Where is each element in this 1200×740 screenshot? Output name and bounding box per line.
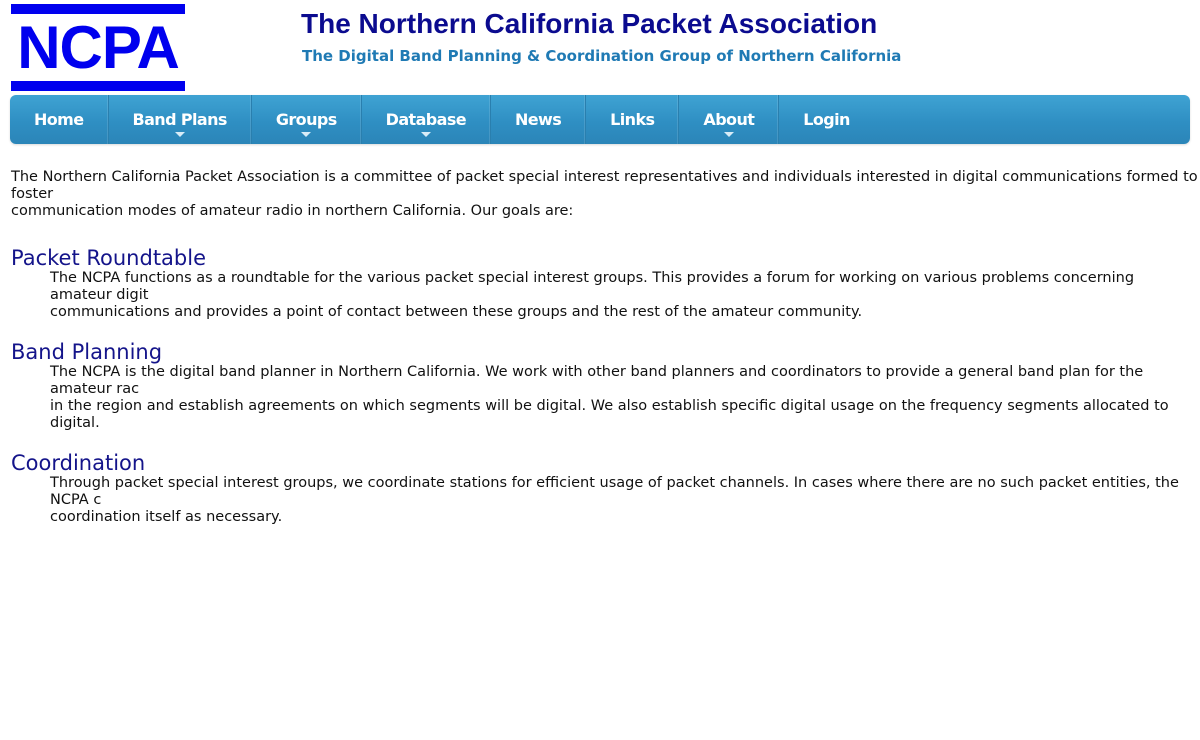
spacer	[11, 321, 1200, 340]
main-navigation	[10, 95, 1190, 144]
site-subtitle: The Digital Band Planning & Coordination Group of Northern California	[302, 47, 902, 65]
logo-top-bar	[11, 4, 185, 14]
section-heading-packet-roundtable: Packet Roundtable	[11, 246, 207, 270]
nav-item-label: Band Plans	[132, 110, 227, 129]
dropdown-caret-icon	[175, 132, 185, 137]
nav-item-groups[interactable]	[252, 95, 362, 144]
nav-item-label: Links	[610, 110, 655, 129]
nav-item-label: News	[515, 110, 562, 129]
logo-text: NCPA	[17, 14, 179, 81]
intro-paragraph: The Northern California Packet Association is a committee of packet special interest representatives and individuals interested in digital communications formed to foster communication modes of amateur radio in northern California. Our goals are:	[11, 169, 1198, 219]
section-heading-band-planning: Band Planning	[11, 340, 163, 364]
logo-bottom-bar	[11, 81, 185, 91]
nav-item-label: Database	[385, 110, 467, 129]
nav-item-database[interactable]	[362, 95, 491, 144]
nav-item-label: Home	[34, 110, 84, 129]
spacer	[11, 432, 1200, 451]
section-heading-coordination: Coordination	[11, 451, 146, 475]
nav-item-label: Groups	[275, 110, 337, 129]
section-body-band-planning: The NCPA is the digital band planner in Northern California. We work with other band planners and coordinators to provide a general band plan for the amateur rac in the region and establish agreements on which segments will be digital. We also establish specific digital usage on the frequency segments allocated to digital.	[50, 364, 1169, 431]
nav-item-about[interactable]	[679, 95, 779, 144]
site-title: The Northern California Packet Association	[301, 8, 878, 39]
main-content	[11, 169, 1200, 526]
nav-item-login[interactable]	[779, 95, 874, 144]
section-body-packet-roundtable: The NCPA functions as a roundtable for the various packet special interest groups. This provides a forum for working on various problems concerning amateur digit communications and provides a point of contact between these groups and the rest of the amateur community.	[50, 270, 1135, 320]
section-body-coordination: Through packet special interest groups, we coordinate stations for efficient usage of packet channels. In cases where there are no such packet entities, the NCPA c coordination itself as necessary.	[50, 475, 1179, 525]
dropdown-caret-icon	[421, 132, 431, 137]
nav-item-news[interactable]	[491, 95, 586, 144]
spacer	[11, 220, 1200, 246]
nav-item-links[interactable]	[586, 95, 679, 144]
nav-item-label: Login	[803, 110, 850, 129]
ncpa-logo[interactable]	[11, 4, 185, 91]
nav-item-home[interactable]	[10, 95, 109, 144]
dropdown-caret-icon	[301, 132, 311, 137]
nav-item-band-plans[interactable]	[109, 95, 252, 144]
dropdown-caret-icon	[724, 132, 734, 137]
nav-item-label: About	[703, 110, 755, 129]
